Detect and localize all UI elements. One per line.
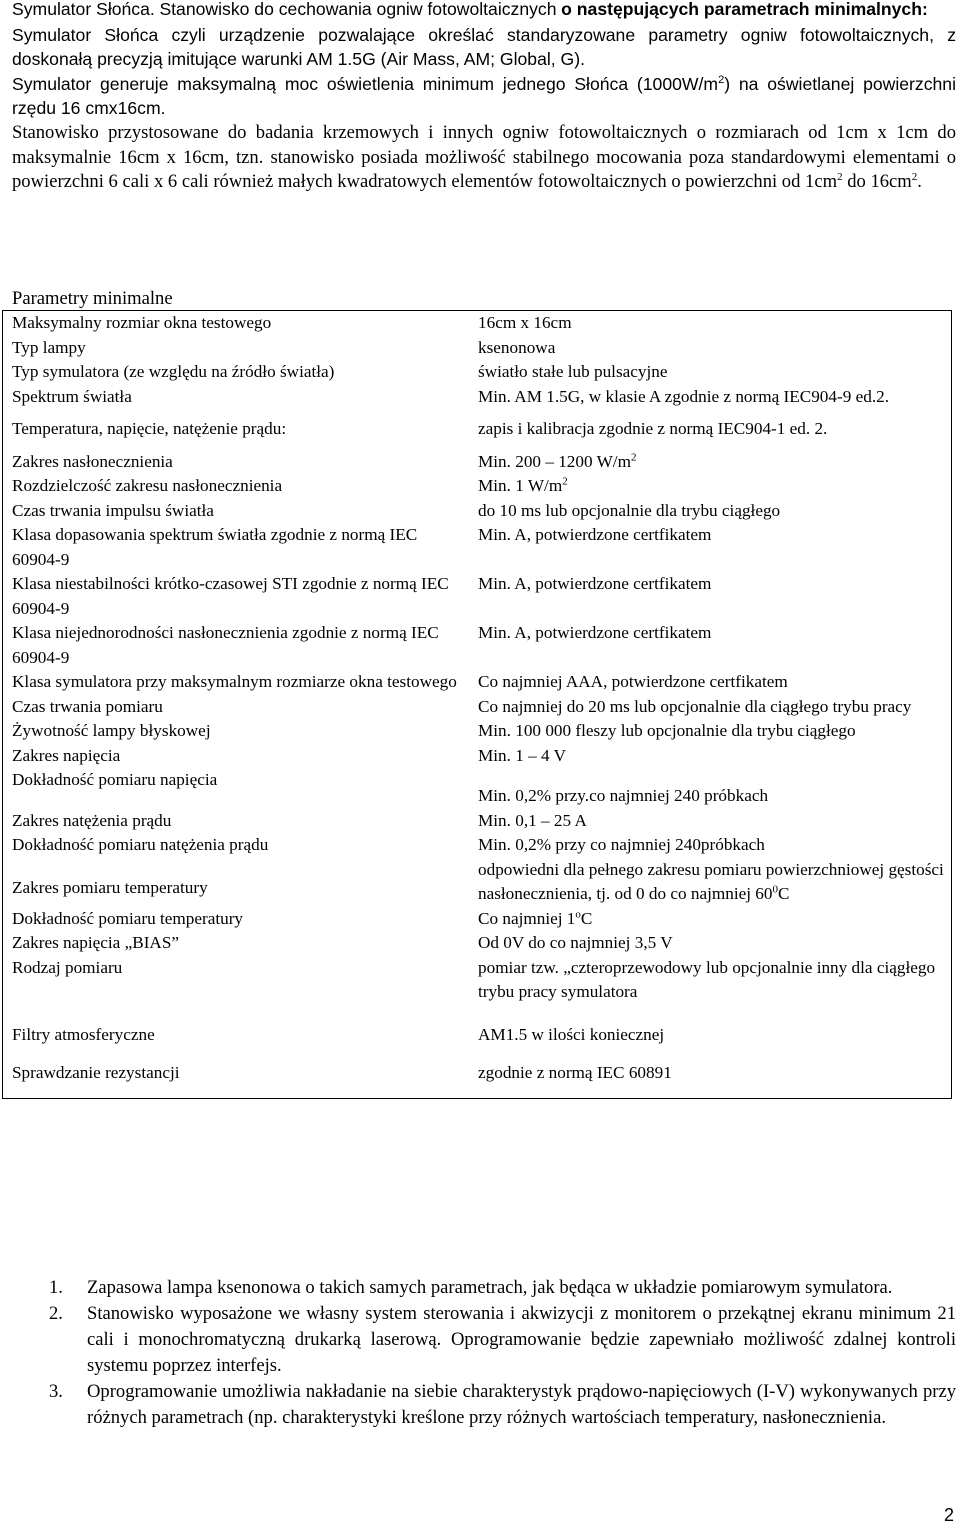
params-table: [2, 310, 952, 1099]
param-value: Min. 1 – 4 V: [478, 745, 567, 765]
param-value: zapis i kalibracja zgodnie z normą IEC904-1 ed. 2.: [478, 419, 828, 438]
table-row: [3, 1047, 952, 1098]
table-row: [3, 621, 952, 670]
param-value: Min. 0,1 – 25 A: [478, 810, 587, 830]
param-label: Zakres napięcia: [12, 745, 121, 765]
dimensions-paragraph: Stanowisko przystosowane do badania krzemowych i innych ogniw fotowoltaicznych o rozmiarach od 1cm x 1cm do maksymalnie 16cm x 16cm, tzn. stanowisko posiada możliwość stabilnego mocowania poza standardowymi elementami o powierzchni 6 cali x 6 cali również małych kwadratowych elementów fotowoltaicznych o powierzchni od $1cm^2$ do $16cm^2$.: [12, 121, 956, 193]
param-label: Klasa symulatora przy maksymalnym rozmiarze okna testowego: [12, 672, 457, 691]
table-row: [3, 409, 952, 442]
table-row: [3, 311, 952, 336]
table-row: [3, 931, 952, 956]
table-row: [3, 474, 952, 499]
param-label: Zakres nasłonecznienia: [12, 451, 173, 471]
param-value: Min. A, potwierdzone certfikatem: [478, 623, 712, 642]
param-label: Czas trwania pomiaru: [12, 696, 163, 716]
param-value: Min. A, potwierdzone certfikatem: [478, 574, 712, 593]
table-row: [3, 499, 952, 524]
param-label: Zakres pomiaru temperatury: [12, 877, 208, 897]
param-label: Zakres napięcia „BIAS”: [12, 933, 180, 952]
param-value: Min. 1 $W/m^2$: [478, 475, 568, 495]
param-label: Zakres natężenia prądu: [12, 810, 172, 830]
table-row: [3, 956, 952, 1005]
table-row: [3, 442, 952, 475]
param-label: Dokładność pomiaru temperatury: [12, 908, 244, 928]
table-row: [3, 833, 952, 858]
table-row: [3, 695, 952, 720]
param-value: Co najmniej do 20 ms lub opcjonalnie dla ciągłego trybu pracy: [478, 696, 912, 716]
param-label: Rodzaj pomiaru: [12, 957, 123, 977]
param-value: AM1.5 w ilości koniecznej: [478, 1024, 665, 1044]
intro-heading-paragraph: [12, 0, 956, 23]
param-value: Od 0V do co najmniej 3,5 V: [478, 933, 673, 952]
table-row: [3, 719, 952, 744]
param-value: 16cm x 16cm: [478, 313, 572, 332]
param-label: Sprawdzanie rezystancji: [12, 1063, 180, 1082]
table-row: [3, 360, 952, 385]
param-value: zgodnie z normą IEC 60891: [478, 1063, 672, 1082]
param-value: odpowiedni dla pełnego zakresu pomiaru powierzchniowej gęstości nasłonecznienia, tj. od 0 do co najmniej $60^0C$: [478, 859, 944, 903]
table-row: [3, 572, 952, 621]
param-value: Min. A, potwierdzone certfikatem: [478, 525, 712, 544]
section-subtitle: Stanowisko do cechowania ogniw fotowoltaicznych: [159, 0, 557, 19]
list-item: 2. Stanowisko wyposażone we własny system sterowania i akwizycji z monitorem o przekątnej ekranu minimum 21 cali i monochromatyczną drukarką laserową. Oprogramowanie będzie zapewniało możliwość zdalnej kontroli systemu poprzez interfejs.: [49, 1303, 956, 1376]
param-label: Czas trwania impulsu światła: [12, 500, 214, 520]
param-value: Min. 200 – 1200 $W/m^2$: [478, 450, 637, 471]
param-label: Klasa dopasowania spektrum światła zgodnie z normą IEC 60904-9: [12, 525, 418, 569]
param-value: pomiar tzw. „czteroprzewodowy lub opcjonalnie inny dla ciągłego trybu pracy symulatora: [478, 957, 936, 1001]
requirements-list: [0, 1275, 956, 1431]
param-label: Maksymalny rozmiar okna testowego: [12, 313, 272, 332]
param-value: ksenonowa: [478, 337, 556, 357]
table-row: [3, 1005, 952, 1048]
param-label: Klasa niestabilności krótko-czasowej STI zgodnie z normą IEC 60904-9: [12, 574, 449, 618]
table-row: [3, 670, 952, 695]
param-label: Dokładność pomiaru natężenia prądu: [12, 835, 269, 854]
param-value: do 10 ms lub opcjonalnie dla trybu ciągłego: [478, 500, 781, 520]
table-row: [3, 523, 952, 572]
table-row: [3, 768, 952, 809]
param-label: Spektrum światła: [12, 386, 132, 406]
power-paragraph: Symulator generuje maksymalną moc oświetlenia minimum jednego Słońca $(1000W/m^2)$ na oświetlanej powierzchni rzędu 16 cmx16cm.: [12, 73, 956, 119]
param-label: Temperatura, napięcie, natężenie prądu:: [12, 419, 287, 438]
param-label: Żywotność lampy błyskowej: [12, 721, 211, 740]
page-number: 2: [943, 1505, 954, 1525]
list-item: 1. Zapasowa lampa ksenonowa o takich samych parametrach, jak będąca w układzie pomiarowym symulatora.: [49, 1277, 893, 1298]
table-row: [3, 744, 952, 769]
param-value: Min. 100 000 fleszy lub opcjonalnie dla trybu ciągłego: [478, 721, 856, 740]
param-label: Typ lampy: [12, 337, 86, 357]
section-subtitle-bold: o następujących parametrach minimalnych:: [561, 0, 928, 19]
table-row: [3, 858, 952, 907]
param-value: Co najmniej 1$^o$C: [478, 907, 593, 928]
params-title: Parametry minimalne: [12, 288, 173, 309]
param-value: światło stałe lub pulsacyjne: [478, 362, 668, 381]
table-row: [3, 809, 952, 834]
description-paragraph: Symulator Słońca czyli urządzenie pozwalające określać standaryzowane parametry ogniw fotowoltaicznych, z doskonałą precyzją imitujące warunki AM 1.5G (Air Mass, AM; Global, G).: [12, 24, 956, 70]
param-label: Filtry atmosferyczne: [12, 1024, 155, 1044]
intro-section: [12, 0, 956, 195]
table-row: [3, 336, 952, 361]
table-row: [3, 385, 952, 410]
table-row: [3, 907, 952, 932]
param-label: Rozdzielczość zakresu nasłonecznienia: [12, 476, 283, 495]
param-value: Co najmniej AAA, potwierdzone certfikatem: [478, 672, 788, 691]
list-item: 3. Oprogramowanie umożliwia nakładanie na siebie charakterystyk prądowo-napięciowych (I-V) wykonywanych przy różnych parametrach (np. charakterystyki kreślone przy różnych wartościach temperatury, nasłonecznienia.: [49, 1381, 956, 1428]
param-label: Klasa niejednorodności nasłonecznienia zgodnie z normą IEC 60904-9: [12, 623, 439, 667]
param-value: Min. 0,2% przy.co najmniej 240 próbkach: [478, 786, 769, 805]
param-label: Typ symulatora (ze względu na źródło światła): [12, 362, 335, 381]
param-label: Dokładność pomiaru napięcia: [12, 770, 218, 789]
param-value: Min. 0,2% przy co najmniej 240próbkach: [478, 835, 765, 854]
section-title: Symulator Słońca.: [12, 0, 155, 19]
param-value: Min. AM 1.5G, w klasie A zgodnie z normą IEC904-9 ed.2.: [478, 386, 890, 406]
